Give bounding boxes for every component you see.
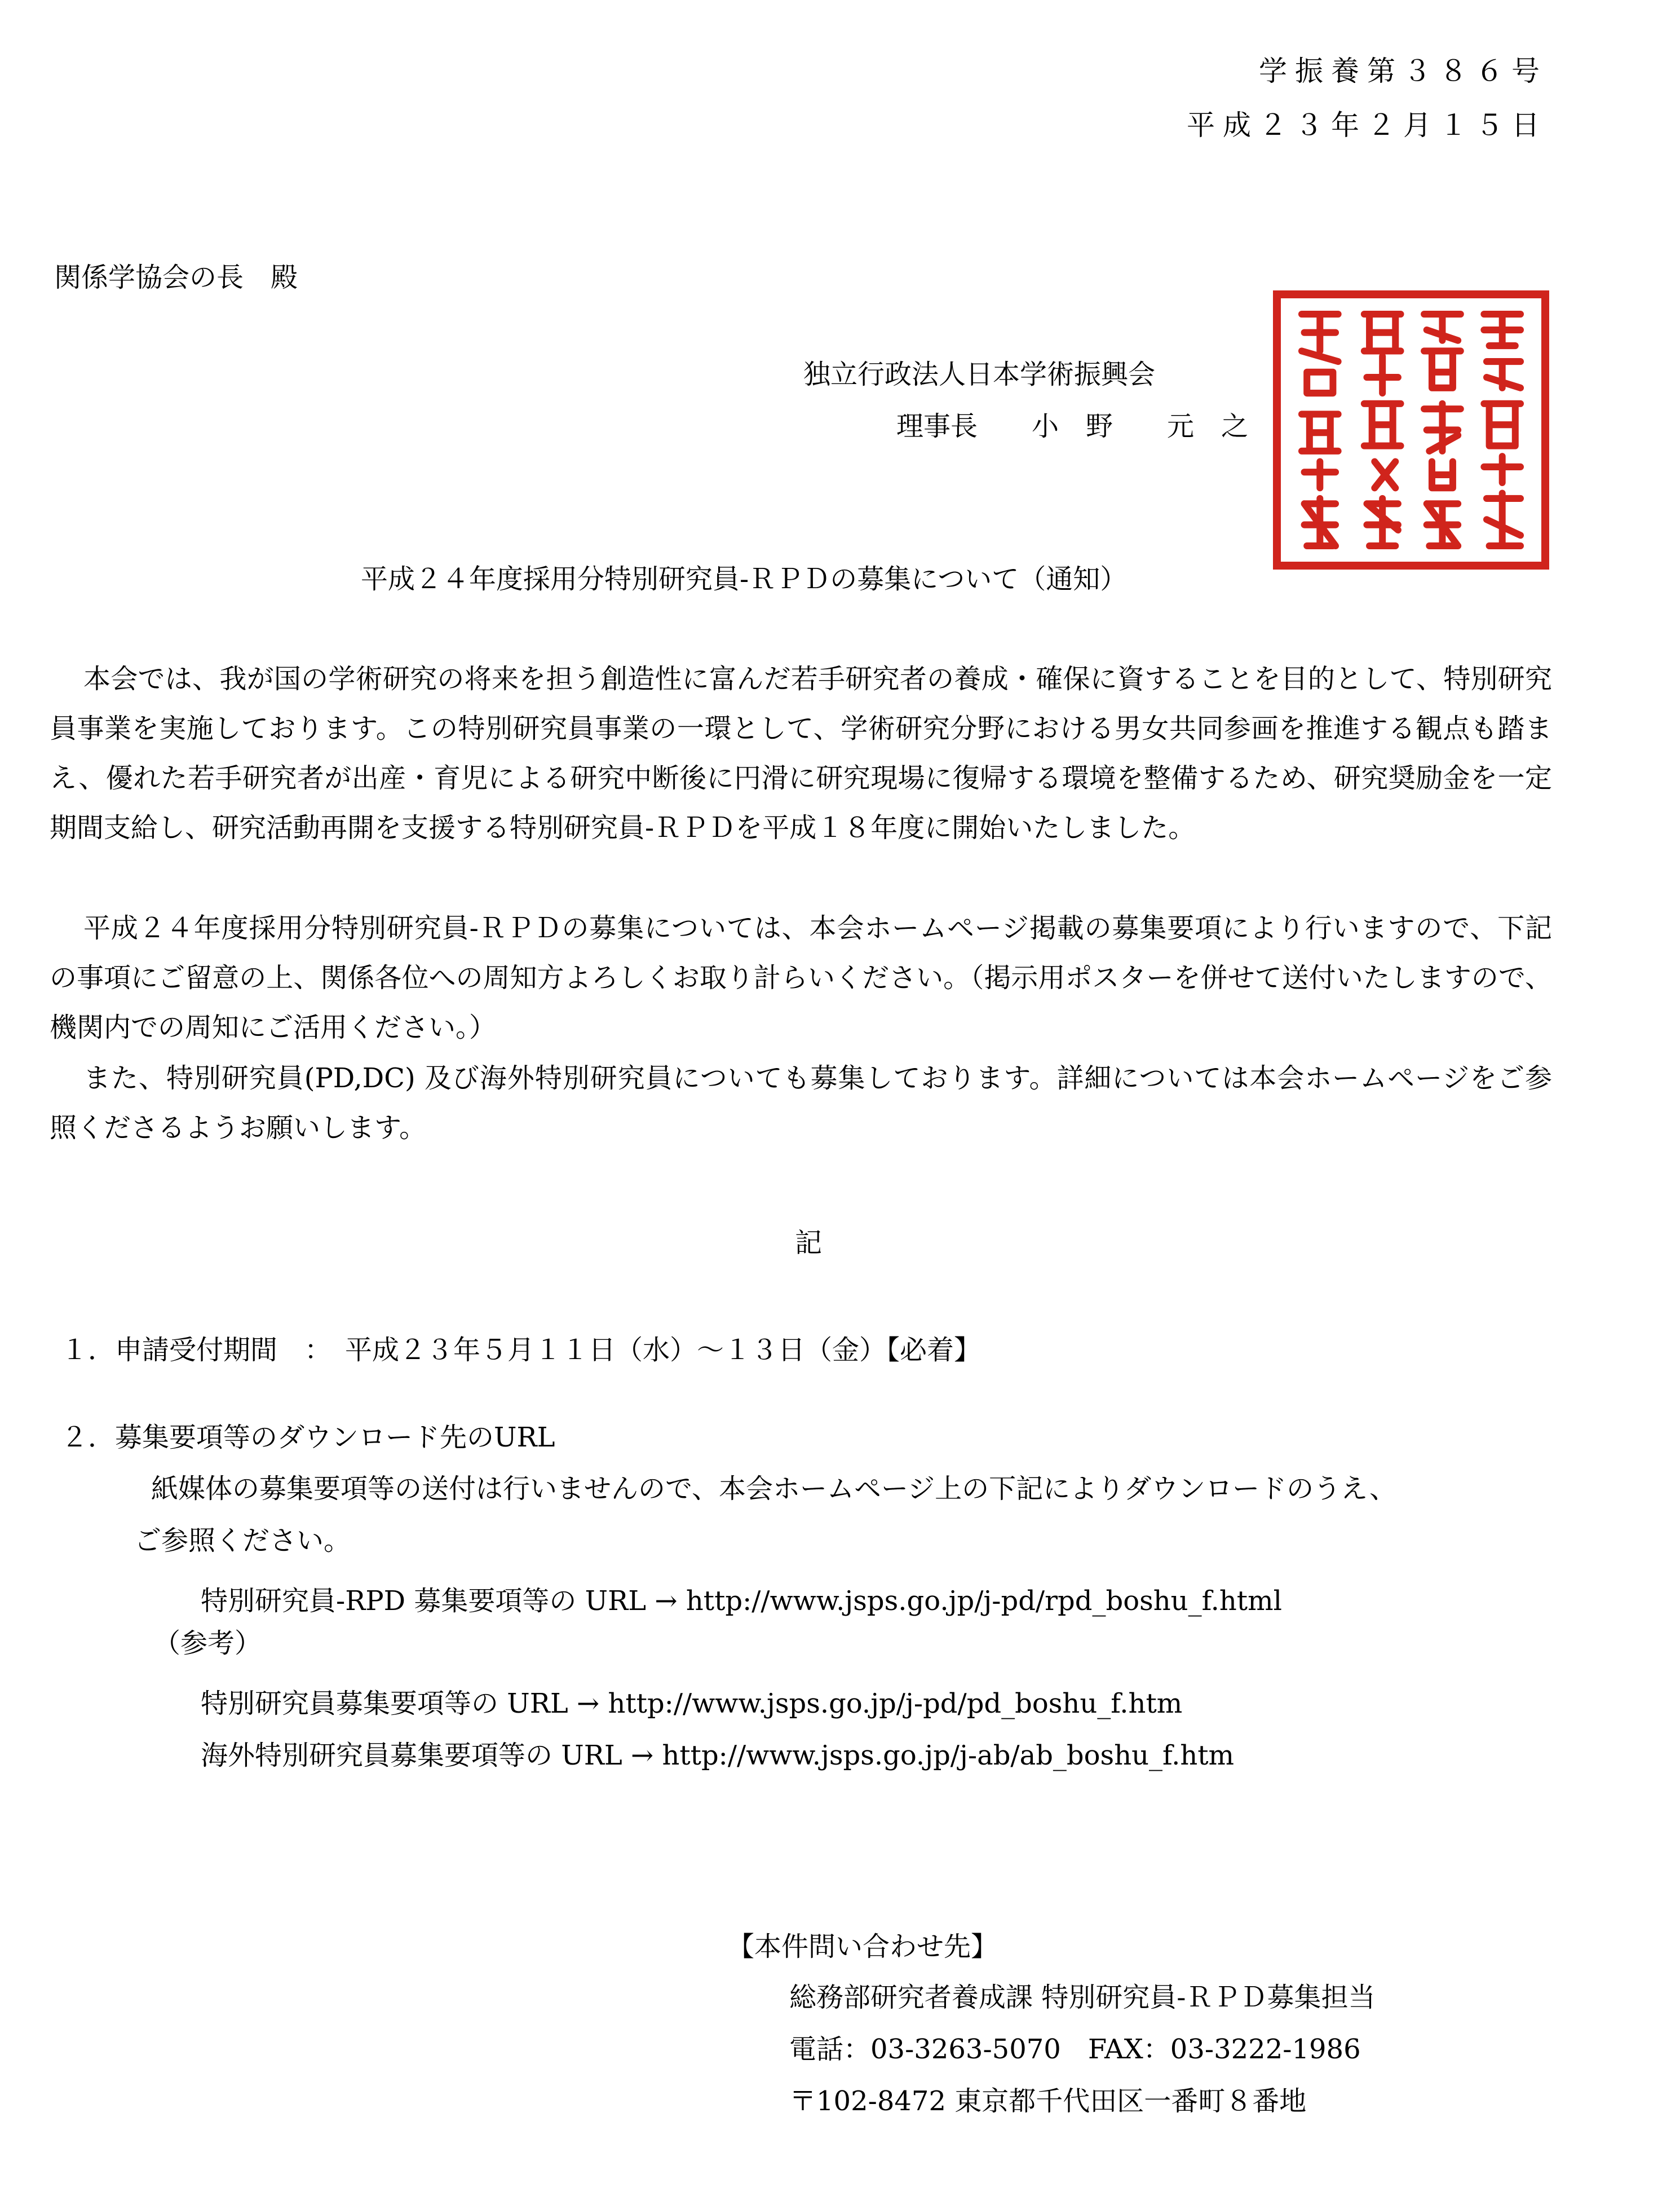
contact-address: 〒102-8472 東京都千代田区一番町８番地 xyxy=(789,2085,1307,2117)
ki-heading: 記 xyxy=(795,1227,823,1259)
contact-department: 総務部研究者養成課 特別研究員-ＲＰＤ募集担当 xyxy=(789,1982,1376,2013)
body-paragraph-1: 本会では、我が国の学術研究の将来を担う創造性に富んだ若手研究者の養成・確保に資することを目的として、特別研究員事業を実施しております。この特別研究員事業の一環として、学術研究分野における男女共同参画を推進する観点も踏まえ、優れた若手研究者が出産・育児による研究中断後に円滑に研究現場に復帰する環境を整備するため、研究奨励金を一定期間支給し、研究活動再開を支援する特別研究員-ＲＰＤを平成１８年度に開始いたしました。 xyxy=(50,663,1552,844)
document-number: 学振養第３８６号 xyxy=(1259,55,1548,87)
reference-label: （参考） xyxy=(153,1627,262,1659)
sender-organization: 独立行政法人日本学術振興会 xyxy=(803,359,1156,390)
addressee: 関係学協会の長 殿 xyxy=(54,262,298,293)
subject-title: 平成２４年度採用分特別研究員-ＲＰＤの募集について（通知） xyxy=(361,563,1128,595)
body-paragraph-3: また、特別研究員(PD,DC) 及び海外特別研究員についても募集しております。詳細については本会ホームページをご参照くださるようお願いします。 xyxy=(50,1062,1552,1144)
download-url-heading: ２．募集要項等のダウンロード先のURL xyxy=(61,1422,555,1453)
body-paragraph-2: 平成２４年度採用分特別研究員-ＲＰＤの募集については、本会ホームページ掲載の募集要項により行いますので、下記の事項にご留意の上、関係各位への周知方よろしくお取り計らいください。（掲示用ポスターを併せて送付いたしますので、機関内での周知にご活用ください。） xyxy=(50,912,1552,1043)
download-note-line-2: ご参照ください。 xyxy=(134,1525,351,1556)
overseas-guidelines-url[interactable]: 海外特別研究員募集要項等の URL → http://www.jsps.go.jp/j-ab/ab_boshu_f.htm xyxy=(201,1740,1235,1771)
rpd-guidelines-url[interactable]: 特別研究員-RPD 募集要項等の URL → http://www.jsps.go.jp/j-pd/rpd_boshu_f.html xyxy=(201,1585,1282,1617)
pd-guidelines-url[interactable]: 特別研究員募集要項等の URL → http://www.jsps.go.jp/j-pd/pd_boshu_f.htm xyxy=(201,1688,1183,1719)
contact-heading: 【本件問い合わせ先】 xyxy=(727,1931,998,1962)
download-note-line-1: 紙媒体の募集要項等の送付は行いませんので、本会ホームページ上の下記によりダウンロードのうえ、 xyxy=(151,1473,1396,1505)
official-seal-icon xyxy=(1273,290,1549,570)
contact-phone-fax: 電話：03-3263-5070 FAX：03-3222-1986 xyxy=(789,2034,1361,2065)
document-date: 平成２３年２月１５日 xyxy=(1187,109,1548,142)
sender-title-name: 理事長 小 野 元 之 xyxy=(896,411,1249,442)
application-period: １．申請受付期間 ： 平成２３年５月１１日（水）～１３日（金）【必着】 xyxy=(61,1334,982,1366)
